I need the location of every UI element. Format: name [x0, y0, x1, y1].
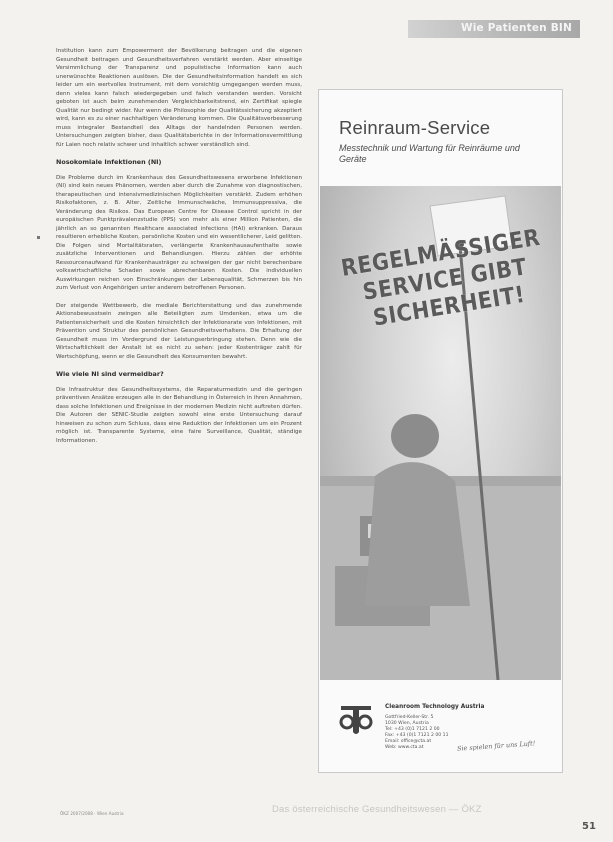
article-paragraph: Der steigende Wettbewerb, die mediale Berichterstattung und das zunehmende Aktionsbewusstsein zwingen alle Beteiligten zum Umdenken, etwa um die Patientensicherheit und die Kosten hinsichtlich der Infektionsrate von Infektionen, mit Prävention und Struktur des persönlichen Gesundheitsverhaltens. Die Erhaltung der Gesundheit muss im Vordergrund der Leistungserbringung stehen. Denn wie die Wirtschaftlichkeit der Anstalt ist es nicht zu sehen: jeder Kostenträger zahlt für Wertschöpfung, wenn er die Gesundheit des Konsumenten bewahrt. — [56, 302, 302, 360]
ad-subtitle: Messtechnik und Wartung für Reinräume und Geräte — [339, 143, 520, 164]
contact-line: Tel: +43 (0)1 7121 2 00 — [385, 727, 440, 732]
ad-slogan: REGELMÄSSIGER SERVICE GIBT SICHERHEIT! — [339, 224, 542, 332]
company-contact — [385, 715, 449, 751]
company-logo — [337, 700, 375, 738]
page-number: 51 — [582, 821, 596, 832]
contact-line: Gottfried-Keller-Str. 5 — [385, 715, 434, 720]
handwritten-note: Sie spielen für uns Luft! — [456, 739, 536, 753]
section-heading: Wie viele NI sind vermeidbar? — [56, 370, 164, 378]
footer-running-title: Das österreichische Gesundheitswesen — ÖKZ — [272, 804, 482, 815]
logo-icon — [337, 700, 375, 738]
section-heading: Nosokomiale Infektionen (NI) — [56, 158, 162, 166]
company-name: Cleanroom Technology Austria — [385, 704, 485, 710]
scan-mark — [37, 236, 40, 239]
ad-footer — [319, 686, 562, 772]
article-column — [56, 47, 302, 454]
technician-head — [391, 414, 439, 458]
contact-line: Fax: +43 (0)1 7121 2 00 11 — [385, 733, 449, 738]
contact-line: 1030 Wien, Austria — [385, 721, 429, 726]
header-bar — [408, 20, 580, 38]
article-paragraph: Die Infrastruktur des Gesundheitssystems, die Reparaturmedizin und die geringen präventiven Ansätze erzeugen alle in der Behandlung in Österreich in ihren Annahmen, dass solche Infektionen und Ereignisse in der modernen Medizin nicht auftreten dürfen. Die Autoren der SENIC-Studie zeigten sowohl eine erste Untersuchung darauf hinweisen zu schon zum Schluss, dass eine Reduktion der Infektionen um ein Prozent möglich ist. Transparente Systeme, eine faire Surveillance, Qualität, ständige Informationen. — [56, 386, 302, 444]
contact-line: Email: office@cta.at — [385, 739, 432, 744]
technician-body — [365, 462, 470, 606]
article-paragraph: Institution kann zum Empowerment der Bevölkerung beitragen und die eigenen Gesundheit beitragen und Gesundheitsverfahren verstärkt werden. Aber einseitige Versimmlichung der Transparenz und populistische Information kann auch unerwünschte Reaktionen auslösen. Die der Gesundheitsinformation handelt es sich leider um ein wertvolles Instrument, mit dem vorsichtig umgegangen werden muss, denn vieles kann falsch wiedergegeben und falsch verstanden werden. Vorsicht geboten ist auch beim zunehmenden Vergleichbarkeitstrend, ein Zertifikat spiegle Qualität nur bedingt wider. Nur wenn die Philosophie der Qualitätssicherung akzeptiert wird, kann es zu einer nachhaltigen Veränderung kommen. Die Qualitätsverbesserung muss integraler Bestandteil des Alltags der handelnden Personen werden. Untersuchungen zeigten bisher, dass Qualitätsberichte in der Informationsvermittlung für Laien noch relativ schwer und inhaltlich schwer verständlich sind. — [56, 48, 302, 148]
ad-header — [319, 90, 562, 164]
contact-line: Web: www.cta.at — [385, 745, 424, 750]
ad-title: Reinraum-Service — [339, 117, 491, 138]
running-head-title: Wie Patienten BIN — [460, 22, 572, 34]
footer-publication-info: ÖKZ 2007/2008 · Wien Austria — [60, 811, 124, 816]
article-paragraph: Die Probleme durch im Krankenhaus des Gesundheitswesens erworbene Infektionen (NI) sind kein neues Phänomen, werden aber durch die Zunahme von diagnostischen, therapeutischen und intensivmedizinischen Möglichkeiten verstärkt. Zudem erhöhen Risikofaktoren, z. B. Alter, Zeitliche Immunschwäche, Immunsuppressiva, die Veränderung des Risikos. Das European Centre for Disease Control spricht in der europäischen Punktprävalenzstudie (PPS) von mehr als einer Million Patienten, die jährlich an so genannten Healthcare associated infections (HAI) erkranken. Daraus resultieren erhebliche Kosten, persönliche Kosten und ein wesentlicherer, Leid gelitten. Die Folgen sind Mortalitätsraten, verlängerte Krankenhausaufenthalte sowie zusätzliche Interventionen und Behandlungen. Hierzu zählen der erhöhte Ressourcenaufwand für Krankenhausträger zu schweigen der gar nicht berechenbare volkswirtschaftliche Schaden sowie abrechenbaren Kosten. Die individuellen Auswirkungen reichen von Einschränkungen der Lebensqualität, Schmerzen bis hin zum Verlust von Angehörigen unter anderem betroffenen Personen. — [56, 174, 302, 291]
advertisement — [318, 89, 563, 773]
